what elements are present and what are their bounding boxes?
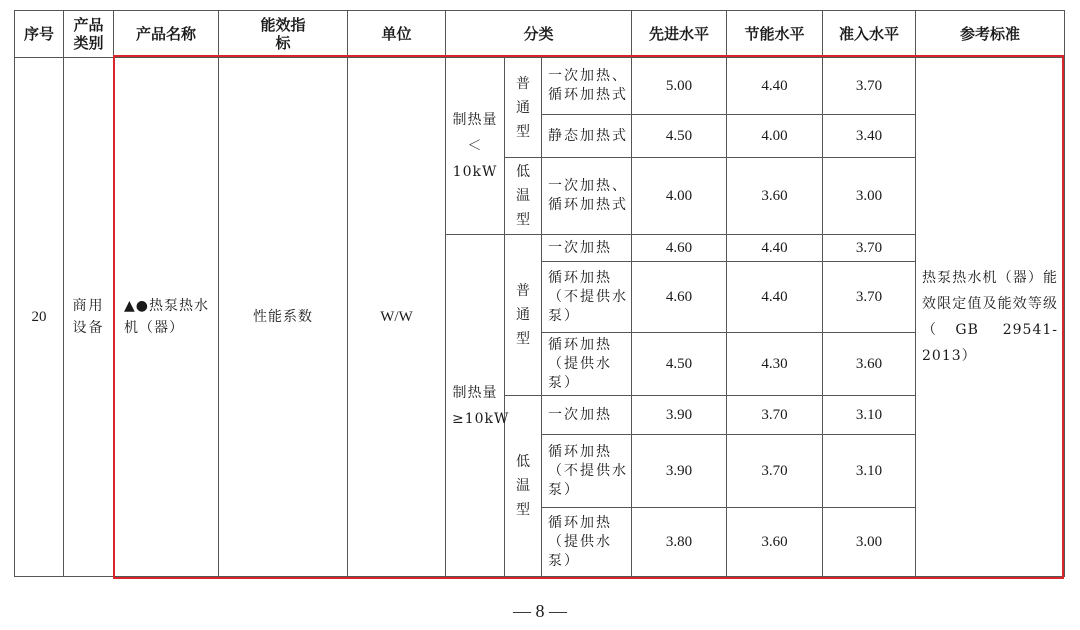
advanced-value: 4.50 bbox=[632, 333, 727, 396]
advanced-value: 3.90 bbox=[632, 435, 727, 508]
classification-cell: 循环加热（提供水泵） bbox=[542, 333, 632, 396]
header-energy-saving: 节能水平 bbox=[727, 11, 823, 58]
header-row bbox=[15, 11, 1065, 58]
advanced-value: 3.80 bbox=[632, 508, 727, 577]
energy-saving-value: 3.60 bbox=[727, 158, 823, 235]
energy-saving-value: 4.40 bbox=[727, 58, 823, 115]
group-large-capacity: 制热量≥10kW bbox=[446, 235, 505, 577]
reference-standard-cell: 热泵热水机（器）能效限定值及能效等级（GB 29541-2013） bbox=[916, 58, 1065, 577]
indicator-cell: 性能系数 bbox=[219, 58, 348, 577]
classification-cell: 一次加热 bbox=[542, 396, 632, 435]
advanced-value: 4.50 bbox=[632, 115, 727, 158]
energy-saving-value: 3.70 bbox=[727, 435, 823, 508]
subgroup-low-temp-large: 低温型 bbox=[505, 396, 542, 577]
energy-saving-value: 4.00 bbox=[727, 115, 823, 158]
advanced-value: 4.00 bbox=[632, 158, 727, 235]
access-value: 3.10 bbox=[823, 435, 916, 508]
access-value: 3.00 bbox=[823, 508, 916, 577]
header-reference: 参考标准 bbox=[916, 11, 1065, 58]
subgroup-low-temp-small: 低温型 bbox=[505, 158, 542, 235]
product-name-cell: ▲●热泵热水机（器） bbox=[114, 58, 219, 577]
energy-saving-value: 3.70 bbox=[727, 396, 823, 435]
classification-cell: 循环加热（不提供水泵） bbox=[542, 435, 632, 508]
header-classification: 分类 bbox=[446, 11, 632, 58]
access-value: 3.70 bbox=[823, 235, 916, 262]
classification-cell: 一次加热 bbox=[542, 235, 632, 262]
energy-efficiency-table bbox=[14, 10, 1065, 577]
classification-cell: 静态加热式 bbox=[542, 115, 632, 158]
header-advanced: 先进水平 bbox=[632, 11, 727, 58]
access-value: 3.40 bbox=[823, 115, 916, 158]
classification-cell: 一次加热、循环加热式 bbox=[542, 58, 632, 115]
access-value: 3.00 bbox=[823, 158, 916, 235]
classification-cell: 循环加热（不提供水泵） bbox=[542, 262, 632, 333]
header-unit: 单位 bbox=[348, 11, 446, 58]
header-access: 准入水平 bbox=[823, 11, 916, 58]
classification-cell: 一次加热、循环加热式 bbox=[542, 158, 632, 235]
energy-saving-value: 4.40 bbox=[727, 235, 823, 262]
advanced-value: 4.60 bbox=[632, 235, 727, 262]
energy-saving-value: 4.30 bbox=[727, 333, 823, 396]
access-value: 3.60 bbox=[823, 333, 916, 396]
energy-saving-value: 3.60 bbox=[727, 508, 823, 577]
header-category: 产品类别 bbox=[64, 11, 114, 58]
subgroup-normal-large: 普通型 bbox=[505, 235, 542, 396]
access-value: 3.70 bbox=[823, 262, 916, 333]
classification-cell: 循环加热（提供水泵） bbox=[542, 508, 632, 577]
subgroup-normal-small: 普通型 bbox=[505, 58, 542, 158]
advanced-value: 4.60 bbox=[632, 262, 727, 333]
energy-saving-value: 4.40 bbox=[727, 262, 823, 333]
header-product-name: 产品名称 bbox=[114, 11, 219, 58]
unit-cell: W/W bbox=[348, 58, 446, 577]
category-cell: 商用设备 bbox=[64, 58, 114, 577]
advanced-value: 5.00 bbox=[632, 58, 727, 115]
access-value: 3.70 bbox=[823, 58, 916, 115]
table-row bbox=[15, 58, 1065, 115]
access-value: 3.10 bbox=[823, 396, 916, 435]
seq-cell: 20 bbox=[15, 58, 64, 577]
advanced-value: 3.90 bbox=[632, 396, 727, 435]
page-number: — 8 — bbox=[513, 601, 567, 621]
group-small-capacity: 制热量＜10kW bbox=[446, 58, 505, 235]
header-seq: 序号 bbox=[15, 11, 64, 58]
header-indicator: 能效指标 bbox=[219, 11, 348, 58]
